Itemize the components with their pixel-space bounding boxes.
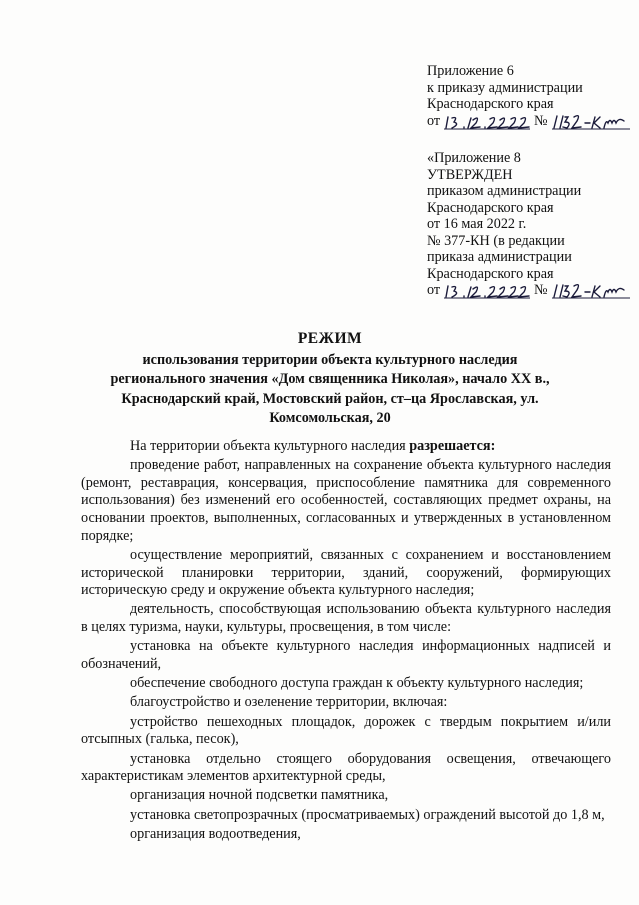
handwritten-date-appendix8 [442,284,532,304]
body-paragraph: проведение работ, направленных на сохранение объекта культурного наследия (ремонт, реставрация, консервация, приспособление памятника для современного использования) без изменений его особенностей, составляющих предмет охраны, на основании проектов, выполненных, согласованных и утвержденных в установленном порядке; [81,457,611,544]
appendix8-approved: УТВЕРЖДЕН [427,166,513,183]
appendix6-line3: Краснодарского края [427,96,554,112]
intro-text: На территории объекта культурного наследия [130,438,410,454]
title-line-3: Краснодарский край, Мостовский район, ст–ца Ярославская, ул. [121,390,539,407]
appendix8-line3: приказом администрации [427,183,582,199]
body-paragraph: организация ночной подсветки памятника, [130,787,389,804]
body-paragraph: организация водоотведения, [130,826,301,843]
approval-block [427,63,632,300]
body-paragraph: благоустройство и озеленение территории, включая: [130,694,448,711]
intro-paragraph [81,438,611,456]
appendix6-line2: к приказу администрации [427,79,583,96]
appendix8-line7: приказа администрации [427,249,572,265]
appendix8-line6: № 377-КН (в редакции [427,232,565,249]
appendix8-number-label: № [534,282,548,298]
document-title: РЕЖИМ [297,330,363,347]
appendix8-handwritten-line [427,282,632,300]
appendix6-line1: Приложение 6 [427,63,514,79]
appendix8-line8: Краснодарского края [427,265,554,282]
handwritten-date-appendix6 [442,115,532,135]
title-line-2: регионального значения «Дом священника Николая», начало XX в., [110,371,550,387]
handwritten-number-appendix6 [550,113,632,135]
appendix8-from-label: от [427,282,441,298]
appendix8-line4: Краснодарского края [427,199,554,216]
body-paragraph: деятельность, способствующая использованию объекта культурного наследия в целях туризма, науки, культуры, просвещения, в том числе: [81,601,611,635]
appendix8-line1: «Приложение 8 [427,150,521,166]
body-paragraph: установка отдельно стоящего оборудования освещения, отвечающего характеристикам элементов архитектурной среды, [81,750,611,785]
body-paragraph: установка на объекте культурного наследия информационных надписей и обозначений, [81,638,611,672]
appendix8-line5: от 16 мая 2022 г. [427,216,527,232]
handwritten-number-appendix8 [550,282,632,304]
intro-bold-word: разрешается: [409,438,496,454]
document-body [81,438,611,845]
body-paragraph: осуществление мероприятий, связанных с сохранением и восстановлением исторической планировки территории, зданий, сооружений, формирующих историческую среду и окружение объекта культурного наследия; [81,546,611,599]
title-line-1: использования территории объекта культурного наследия [142,351,518,368]
body-paragraph: установка светопрозрачных (просматриваемых) ограждений высотой до 1,8 м, [130,806,605,823]
appendix6-number-label: № [534,112,548,129]
appendix6-handwritten-line [427,113,632,131]
body-paragraph: устройство пешеходных площадок, дорожек с твердым покрытием и/или отсыпных (галька, песок), [81,713,611,748]
title-line-4: Комсомольская, 20 [269,410,391,426]
body-paragraph: обеспечение свободного доступа граждан к объекту культурного наследия; [130,675,584,692]
document-title-block [60,329,600,429]
appendix6-from-label: от [427,112,441,129]
